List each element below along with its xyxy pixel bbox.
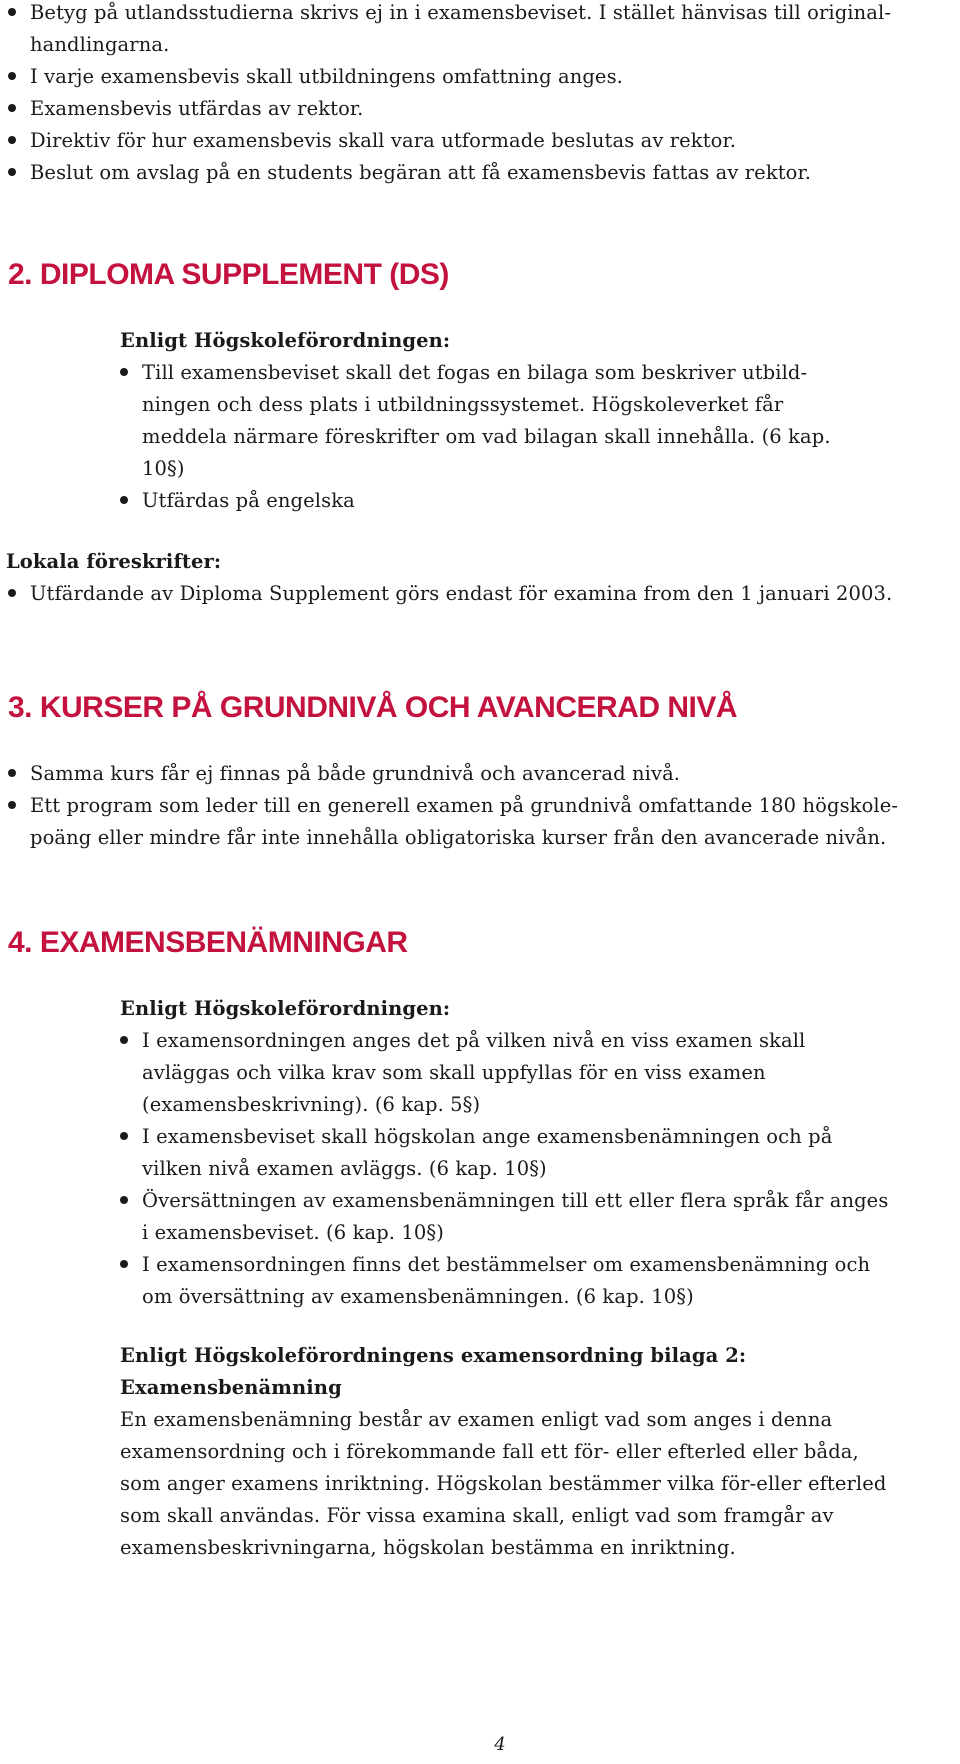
- appendix-subheading: Enligt Högskoleförordningens examensordning bilaga 2:: [120, 1344, 747, 1367]
- appendix-subheading-title: Examensbenämning: [120, 1376, 342, 1399]
- list-item: Examensbevis utfärdas av rektor.: [6, 93, 946, 125]
- appendix-paragraph: En examensbenämning består av examen enligt vad som anges i denna examensordning och i förekommande fall ett för- eller efterled eller båda, som anger examens inriktning. Högskolan bestämmer vilka för-eller efterled som skall användas. För vissa examina skall, enligt vad som framgår av examensbeskrivningarna, högskolan bestämma en inriktning.: [120, 1408, 887, 1559]
- list-item: Samma kurs får ej finnas på både grundnivå och avancerad nivå.: [6, 758, 946, 790]
- list-item: Ett program som leder till en generell examen på grundnivå omfattande 180 högskole-poäng eller mindre får inte innehålla obligatoriska kurser från den avancerade nivån.: [6, 790, 946, 854]
- page-number: 4: [494, 1734, 506, 1755]
- top-bullet-list: [6, 0, 946, 189]
- list-item: I examensordningen anges det på vilken nivå en viss examen skall avläggas och vilka krav som skall uppfyllas för en viss examen (examensbeskrivning). (6 kap. 5§): [120, 1025, 890, 1121]
- section-4-subheading: Enligt Högskoleförordningen:: [120, 997, 451, 1020]
- list-item: I examensordningen finns det bestämmelser om examensbenämning och om översättning av examensbenämningen. (6 kap. 10§): [120, 1249, 890, 1313]
- list-item: Direktiv för hur examensbevis skall vara utformade beslutas av rektor.: [6, 125, 946, 157]
- list-item: Utfärdas på engelska: [120, 485, 865, 517]
- local-rules-bullet-list: [6, 578, 946, 610]
- section-3-bullet-list: [6, 758, 946, 854]
- list-item: I examensbeviset skall högskolan ange examensbenämningen och på vilken nivå examen avläggs. (6 kap. 10§): [120, 1121, 890, 1185]
- local-rules-subheading: Lokala föreskrifter:: [6, 550, 222, 573]
- list-item: Utfärdande av Diploma Supplement görs endast för examina from den 1 januari 2003.: [6, 578, 946, 610]
- list-item: Betyg på utlandsstudierna skrivs ej in i examensbeviset. I stället hänvisas till original-handlingarna.: [6, 0, 946, 61]
- list-item: Till examensbeviset skall det fogas en bilaga som beskriver utbild-ningen och dess plats i utbildningssystemet. Högskoleverket får meddela närmare föreskrifter om vad bilagan skall innehålla. (6 kap. 10§): [120, 357, 865, 485]
- list-item: Beslut om avslag på en students begäran att få examensbevis fattas av rektor.: [6, 157, 946, 189]
- list-item: Översättningen av examensbenämningen till ett eller flera språk får anges i examensbeviset. (6 kap. 10§): [120, 1185, 890, 1249]
- section-4-heading: 4. EXAMENSBENÄMNINGAR: [8, 926, 408, 959]
- section-3-heading: 3. KURSER PÅ GRUNDNIVÅ OCH AVANCERAD NIVÅ: [8, 691, 738, 724]
- section-2-subheading: Enligt Högskoleförordningen:: [120, 329, 451, 352]
- section-4-bullet-list: [120, 1025, 890, 1313]
- list-item: I varje examensbevis skall utbildningens omfattning anges.: [6, 61, 946, 93]
- section-2-bullet-list: [120, 357, 865, 517]
- section-2-heading: 2. DIPLOMA SUPPLEMENT (DS): [8, 258, 449, 291]
